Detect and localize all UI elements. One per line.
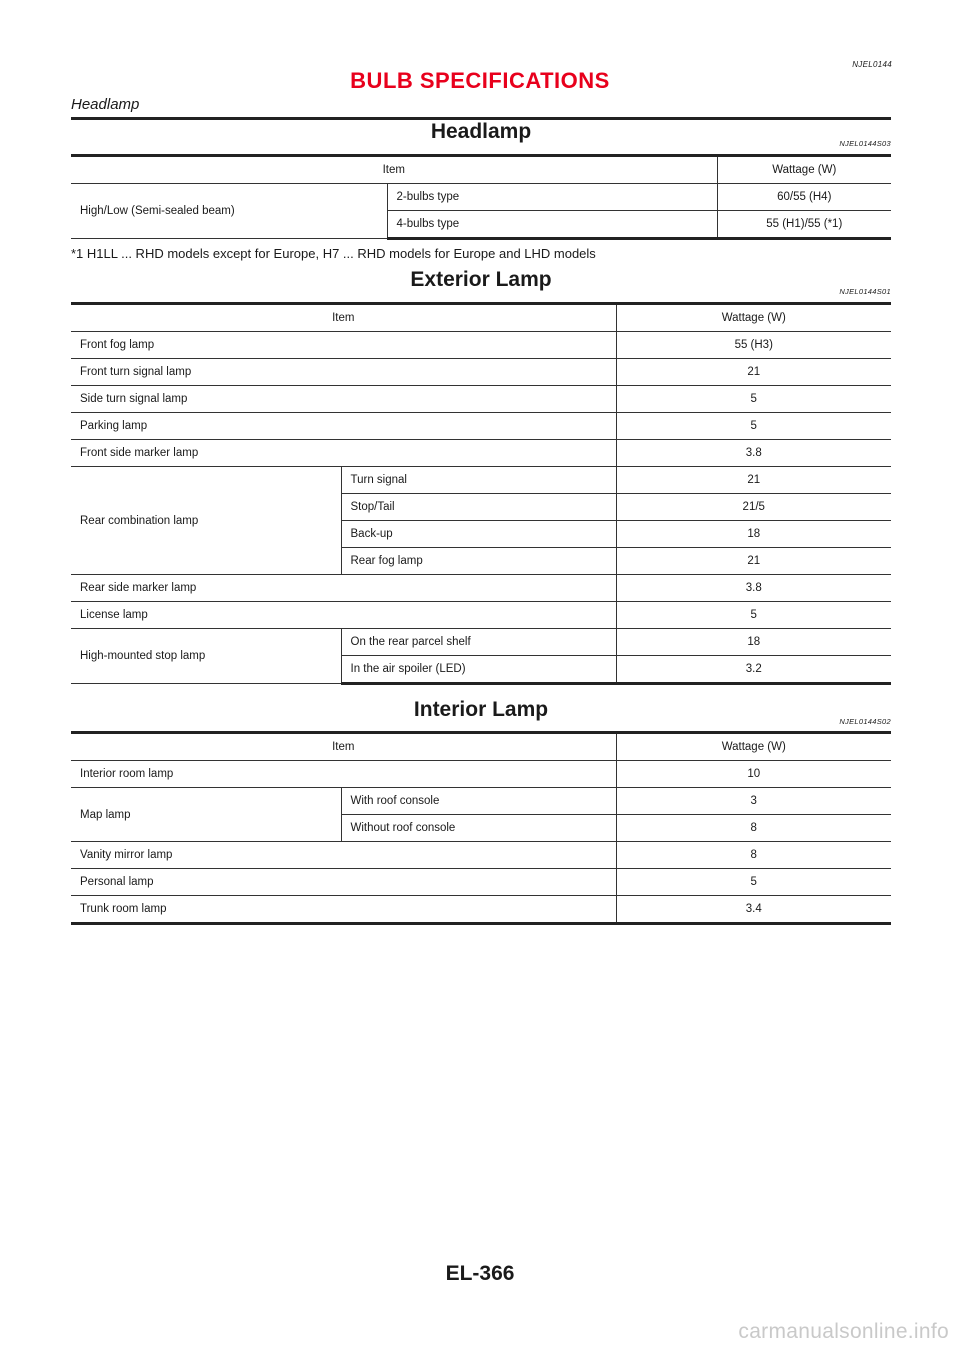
item-cell: Parking lamp: [71, 413, 616, 440]
item-cell: Side turn signal lamp: [71, 386, 616, 413]
wattage-cell: 8: [616, 815, 891, 842]
wattage-cell: 21: [616, 359, 891, 386]
table-row: [71, 359, 891, 386]
column-header-item: Item: [71, 733, 616, 761]
wattage-cell: 5: [616, 602, 891, 629]
wattage-cell: 10: [616, 761, 891, 788]
item-cell: High/Low (Semi-sealed beam): [71, 184, 387, 239]
wattage-cell: 3.4: [616, 896, 891, 924]
column-header-wattage: Wattage (W): [616, 733, 891, 761]
document-code: NJEL0144: [852, 60, 892, 69]
exterior-lamp-table: [71, 302, 891, 685]
section-code: NJEL0144S02: [839, 717, 891, 726]
section-title: Headlamp: [430, 120, 532, 143]
wattage-cell: 18: [616, 521, 891, 548]
table-row: [71, 575, 891, 602]
section-heading-exterior-lamp: [71, 266, 891, 300]
item-cell: Personal lamp: [71, 869, 616, 896]
wattage-cell: 21: [616, 467, 891, 494]
table-header-row: [71, 733, 891, 761]
table-row: [71, 467, 891, 494]
item-cell: License lamp: [71, 602, 616, 629]
headlamp-table: [71, 154, 891, 240]
wattage-cell: 3.2: [616, 656, 891, 684]
table-row: [71, 788, 891, 815]
wattage-cell: 60/55 (H4): [717, 184, 891, 211]
column-header-wattage: Wattage (W): [717, 156, 891, 184]
wattage-cell: 8: [616, 842, 891, 869]
table-row: [71, 842, 891, 869]
wattage-cell: 21: [616, 548, 891, 575]
item-cell: High-mounted stop lamp: [71, 629, 341, 684]
item-cell: Front side marker lamp: [71, 440, 616, 467]
page-number: EL-366: [445, 1262, 515, 1285]
sub-item-cell: Turn signal: [341, 467, 616, 494]
sub-item-cell: In the air spoiler (LED): [341, 656, 616, 684]
item-cell: Vanity mirror lamp: [71, 842, 616, 869]
table-row: [71, 440, 891, 467]
footnote: *1 H1LL ... RHD models except for Europe, H7 ... RHD models for Europe and LHD models: [71, 246, 596, 261]
table-row: [71, 332, 891, 359]
section-title: Interior Lamp: [413, 698, 549, 721]
wattage-cell: 3.8: [616, 575, 891, 602]
wattage-cell: 55 (H1)/55 (*1): [717, 211, 891, 239]
sub-item-cell: Back-up: [341, 521, 616, 548]
table-row: [71, 602, 891, 629]
sub-item-cell: Rear fog lamp: [341, 548, 616, 575]
sub-item-cell: Stop/Tail: [341, 494, 616, 521]
item-cell: Interior room lamp: [71, 761, 616, 788]
table-row: [71, 184, 891, 211]
section-title: Exterior Lamp: [410, 268, 552, 291]
table-row: [71, 629, 891, 656]
wattage-cell: 5: [616, 869, 891, 896]
wattage-cell: 3: [616, 788, 891, 815]
sub-item-cell: On the rear parcel shelf: [341, 629, 616, 656]
sub-item-cell: 2-bulbs type: [387, 184, 717, 211]
wattage-cell: 21/5: [616, 494, 891, 521]
section-code: NJEL0144S03: [839, 139, 891, 148]
table-row: [71, 896, 891, 924]
running-head: Headlamp: [71, 96, 140, 113]
table-row: [71, 869, 891, 896]
table-header-row: [71, 156, 891, 184]
item-cell: Front fog lamp: [71, 332, 616, 359]
sub-item-cell: With roof console: [341, 788, 616, 815]
table-row: [71, 761, 891, 788]
table-row: [71, 413, 891, 440]
item-cell: Trunk room lamp: [71, 896, 616, 924]
wattage-cell: 18: [616, 629, 891, 656]
wattage-cell: 3.8: [616, 440, 891, 467]
section-heading-headlamp: [71, 118, 891, 152]
section-heading-interior-lamp: [71, 696, 891, 730]
column-header-wattage: Wattage (W): [616, 304, 891, 332]
sub-item-cell: Without roof console: [341, 815, 616, 842]
item-cell: Map lamp: [71, 788, 341, 842]
sub-item-cell: 4-bulbs type: [387, 211, 717, 239]
interior-lamp-table: [71, 731, 891, 925]
wattage-cell: 5: [616, 386, 891, 413]
page-title: BULB SPECIFICATIONS: [350, 68, 610, 93]
column-header-item: Item: [71, 304, 616, 332]
item-cell: Front turn signal lamp: [71, 359, 616, 386]
column-header-item: Item: [71, 156, 717, 184]
wattage-cell: 5: [616, 413, 891, 440]
watermark: carmanualsonline.info: [738, 1320, 949, 1343]
item-cell: Rear combination lamp: [71, 467, 341, 575]
wattage-cell: 55 (H3): [616, 332, 891, 359]
section-code: NJEL0144S01: [839, 287, 891, 296]
item-cell: Rear side marker lamp: [71, 575, 616, 602]
table-row: [71, 386, 891, 413]
table-header-row: [71, 304, 891, 332]
